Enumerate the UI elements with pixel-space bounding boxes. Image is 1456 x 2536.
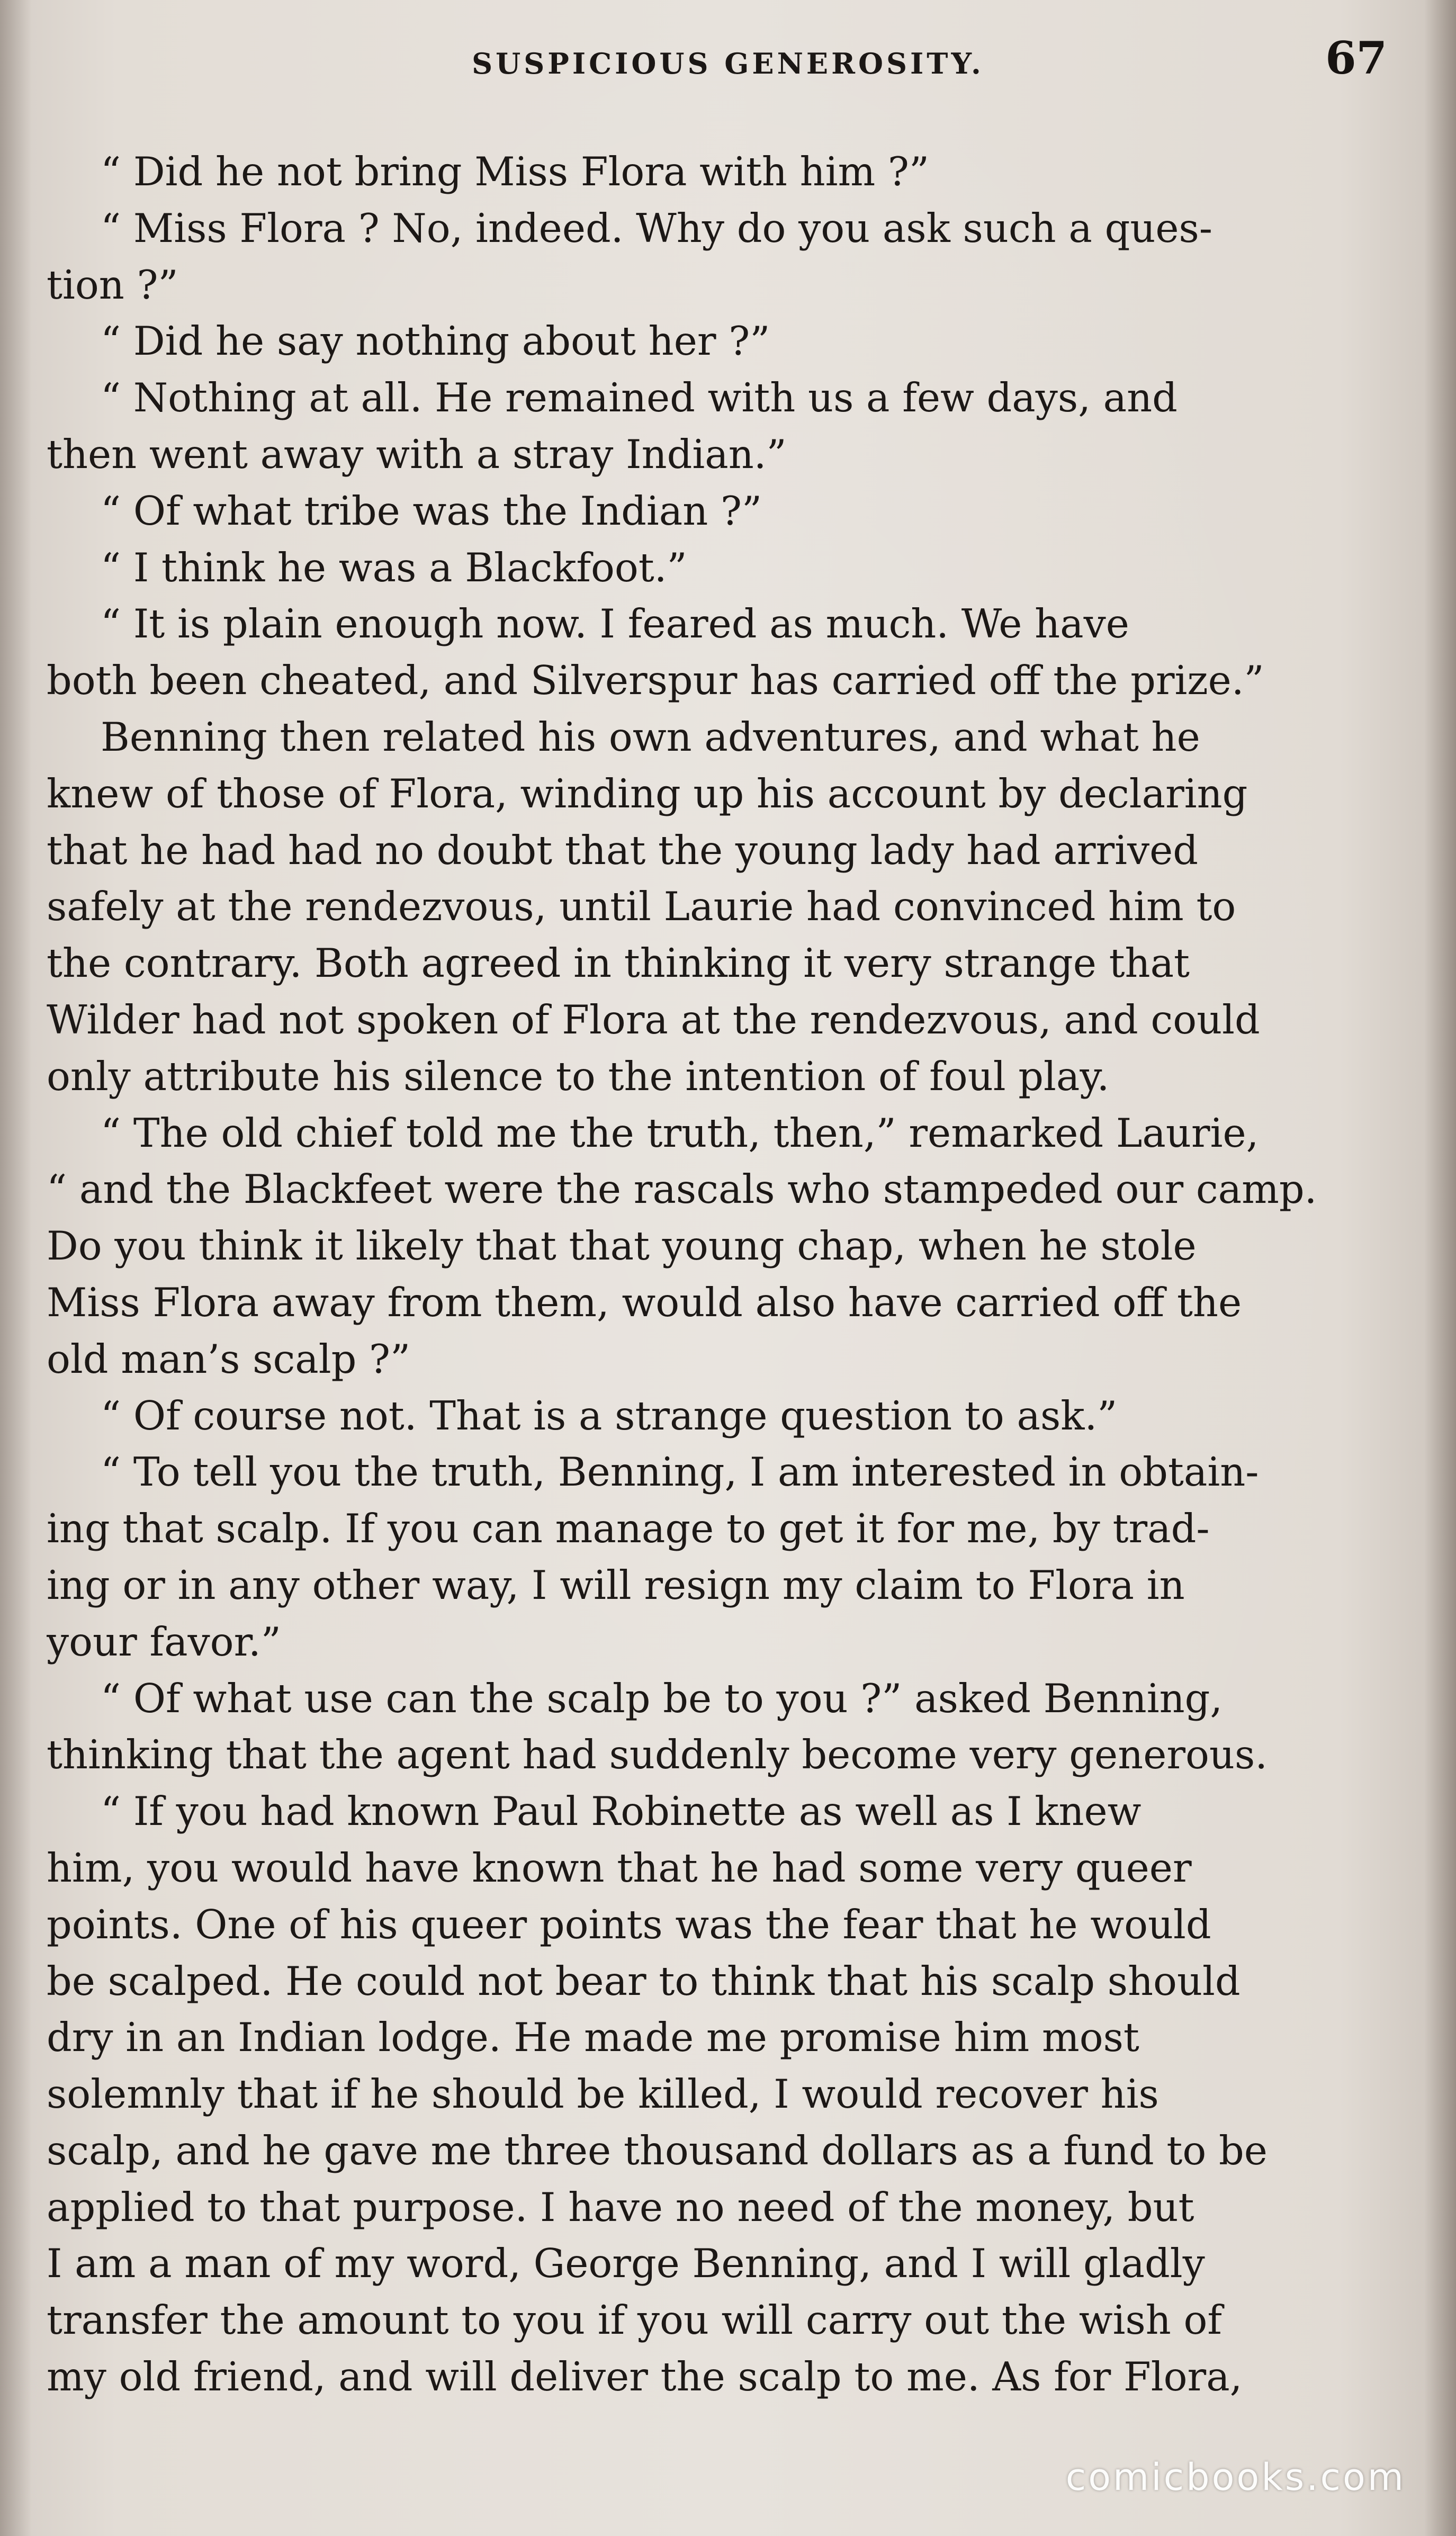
page-number: 67 <box>1325 32 1387 84</box>
watermark: comicbooks.com <box>1065 2456 1406 2499</box>
text-line: knew of those of Flora, winding up his account by declaring <box>47 770 1248 817</box>
text-line: him, you would have known that he had some very queer <box>47 1845 1192 1891</box>
text-line: “ I think he was a Blackfoot.” <box>101 544 687 591</box>
page-left-edge-shadow <box>0 0 32 2536</box>
text-line: your favor.” <box>47 1618 281 1665</box>
text-line: thinking that the agent had suddenly become very generous. <box>47 1732 1268 1778</box>
text-line: dry in an Indian lodge. He made me promise him most <box>47 2015 1139 2061</box>
page-header <box>0 32 1456 95</box>
text-line: “ The old chief told me the truth, then,” remarked Laurie, <box>101 1110 1259 1156</box>
text-line: “ Of what tribe was the Indian ?” <box>101 488 762 534</box>
text-line: ing or in any other way, I will resign my claim to Flora in <box>47 1562 1185 1608</box>
text-line: “ If you had known Paul Robinette as well as I knew <box>101 1788 1142 1835</box>
text-line: safely at the rendezvous, until Laurie had convinced him to <box>47 884 1236 930</box>
text-line: “ and the Blackfeet were the rascals who stampeded our camp. <box>47 1166 1317 1213</box>
text-line: “ It is plain enough now. I feared as much. We have <box>101 601 1129 648</box>
text-line: be scalped. He could not bear to think that his scalp should <box>47 1958 1241 2004</box>
text-line: both been cheated, and Silverspur has carried off the prize.” <box>47 658 1264 704</box>
text-line: applied to that purpose. I have no need of the money, but <box>47 2184 1194 2231</box>
text-line: ing that scalp. If you can manage to get it for me, by trad- <box>47 1506 1210 1552</box>
text-line: “ Of what use can the scalp be to you ?” asked Benning, <box>101 1675 1223 1722</box>
text-line: Wilder had not spoken of Flora at the rendezvous, and could <box>47 996 1260 1043</box>
text-line: I am a man of my word, George Benning, and I will gladly <box>47 2241 1205 2287</box>
text-line: “ Nothing at all. He remained with us a few days, and <box>101 375 1178 421</box>
text-line: points. One of his queer points was the fear that he would <box>47 1901 1211 1948</box>
text-line: “ Did he not bring Miss Flora with him ?” <box>101 149 930 195</box>
text-line: “ Of course not. That is a strange question to ask.” <box>101 1392 1118 1439</box>
body-text <box>47 144 1381 2426</box>
text-line: my old friend, and will deliver the scalp to me. As for Flora, <box>47 2354 1243 2400</box>
text-line: “ Did he say nothing about her ?” <box>101 318 770 365</box>
text-line: Do you think it likely that that young chap, when he stole <box>47 1223 1197 1270</box>
text-line: old man’s scalp ?” <box>47 1336 411 1382</box>
text-line: “ Miss Flora ? No, indeed. Why do you ask such a ques- <box>101 205 1212 251</box>
text-line: Benning then related his own adventures, and what he <box>101 714 1200 760</box>
text-line: scalp, and he gave me three thousand dollars as a fund to be <box>47 2127 1268 2174</box>
text-line: that he had had no doubt that the young lady had arrived <box>47 827 1199 874</box>
text-line: transfer the amount to you if you will carry out the wish of <box>47 2297 1223 2344</box>
text-line: only attribute his silence to the intention of foul play. <box>47 1053 1110 1100</box>
text-line: then went away with a stray Indian.” <box>47 431 787 478</box>
text-line: tion ?” <box>47 262 178 308</box>
text-line: the contrary. Both agreed in thinking it very strange that <box>47 940 1190 987</box>
text-line: “ To tell you the truth, Benning, I am interested in obtain- <box>101 1449 1259 1496</box>
page-right-edge-shadow <box>1424 0 1456 2536</box>
running-head: SUSPICIOUS GENEROSITY. <box>472 47 984 80</box>
text-line: Miss Flora away from them, would also have carried off the <box>47 1279 1242 1326</box>
text-line: solemnly that if he should be killed, I would recover his <box>47 2071 1159 2118</box>
